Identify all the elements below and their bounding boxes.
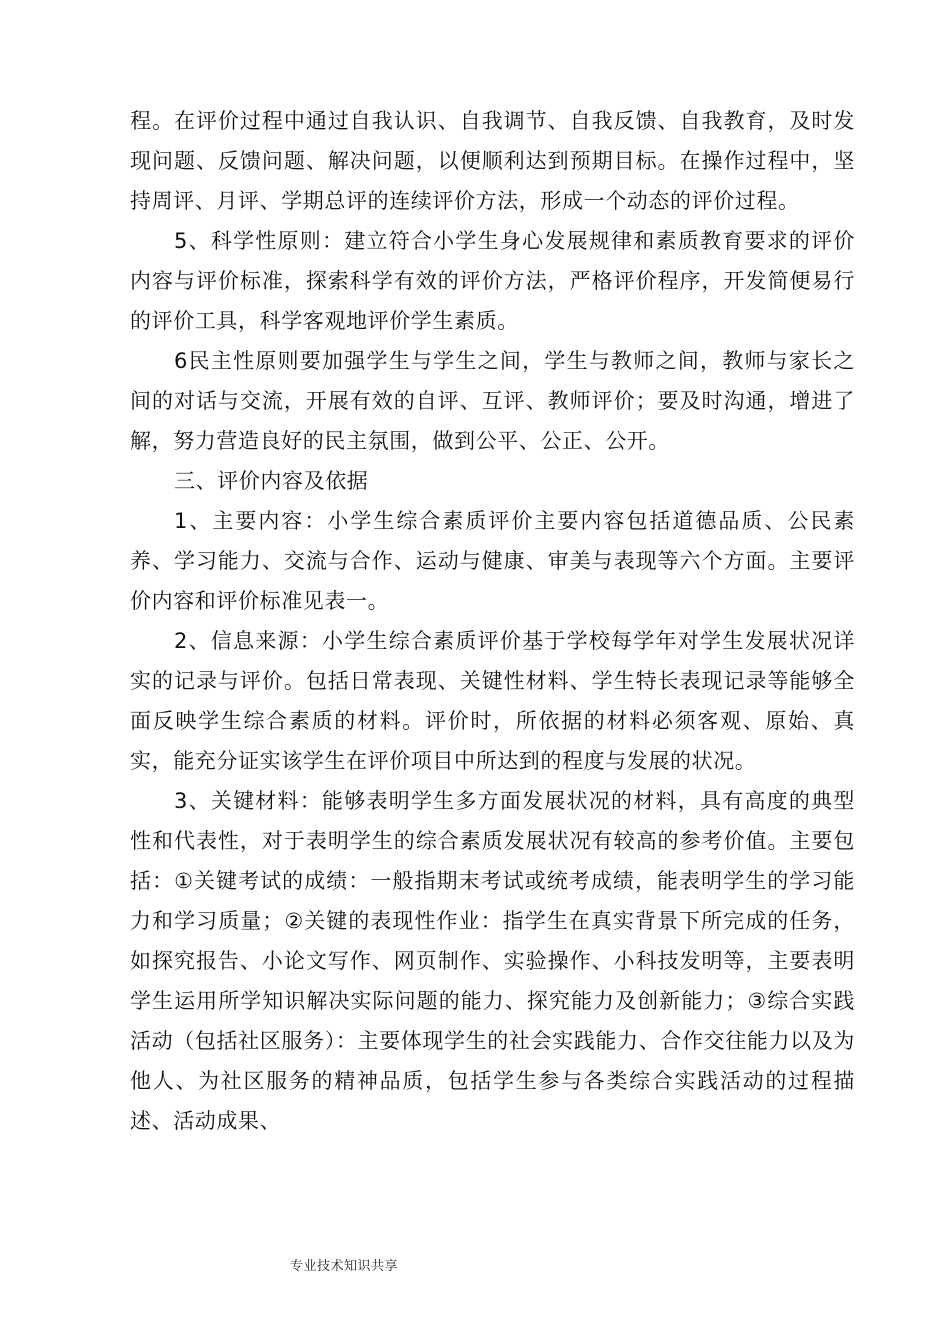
paragraph: 3、关键材料：能够表明学生多方面发展状况的材料，具有高度的典型性和代表性，对于表明学生的综合素质发展状况有较高的参考价值。主要包括：①关键考试的成绩：一般指期末考试或统考成绩，能表明学生的学习能力和学习质量；②关键的表现性作业：指学生在真实背景下所完成的任务，如探究报告、小论文写作、网页制作、实验操作、小科技发明等，主要表明学生运用所学知识解决实际问题的能力、探究能力及创新能力；③综合实践活动（包括社区服务）：主要体现学生的社会实践能力、合作交往能力以及为他人、为社区服务的精神品质，包括学生参与各类综合实践活动的过程描述、活动成果、: [130, 789, 855, 1133]
document-body: [130, 101, 855, 1141]
paragraph: 2、信息来源：小学生综合素质评价基于学校每学年对学生发展状况详实的记录与评价。包括日常表现、关键性材料、学生特长表现记录等能够全面反映学生综合素质的材料。评价时，所依据的材料必须客观、原始、真实，能充分证实该学生在评价项目中所达到的程度与发展的状况。: [130, 629, 855, 773]
paragraph: 程。在评价过程中通过自我认识、自我调节、自我反馈、自我教育，及时发现问题、反馈问题、解决问题，以便顺利达到预期目标。在操作过程中，坚持周评、月评、学期总评的连续评价方法，形成一个动态的评价过程。: [130, 109, 855, 213]
paragraph: 5、科学性原则：建立符合小学生身心发展规律和素质教育要求的评价内容与评价标准，探索科学有效的评价方法，严格评价程序，开发简便易行的评价工具，科学客观地评价学生素质。: [130, 229, 855, 333]
paragraph: 1、主要内容：小学生综合素质评价主要内容包括道德品质、公民素养、学习能力、交流与合作、运动与健康、审美与表现等六个方面。主要评价内容和评价标准见表一。: [130, 509, 855, 613]
page-footer: 专业技术知识共享: [290, 1259, 399, 1274]
section-heading: 三、评价内容及依据: [174, 469, 369, 493]
paragraph: 6民主性原则要加强学生与学生之间，学生与教师之间，教师与家长之间的对话与交流，开展有效的自评、互评、教师评价；要及时沟通，增进了解，努力营造良好的民主氛围，做到公平、公正、公开。: [130, 349, 855, 453]
